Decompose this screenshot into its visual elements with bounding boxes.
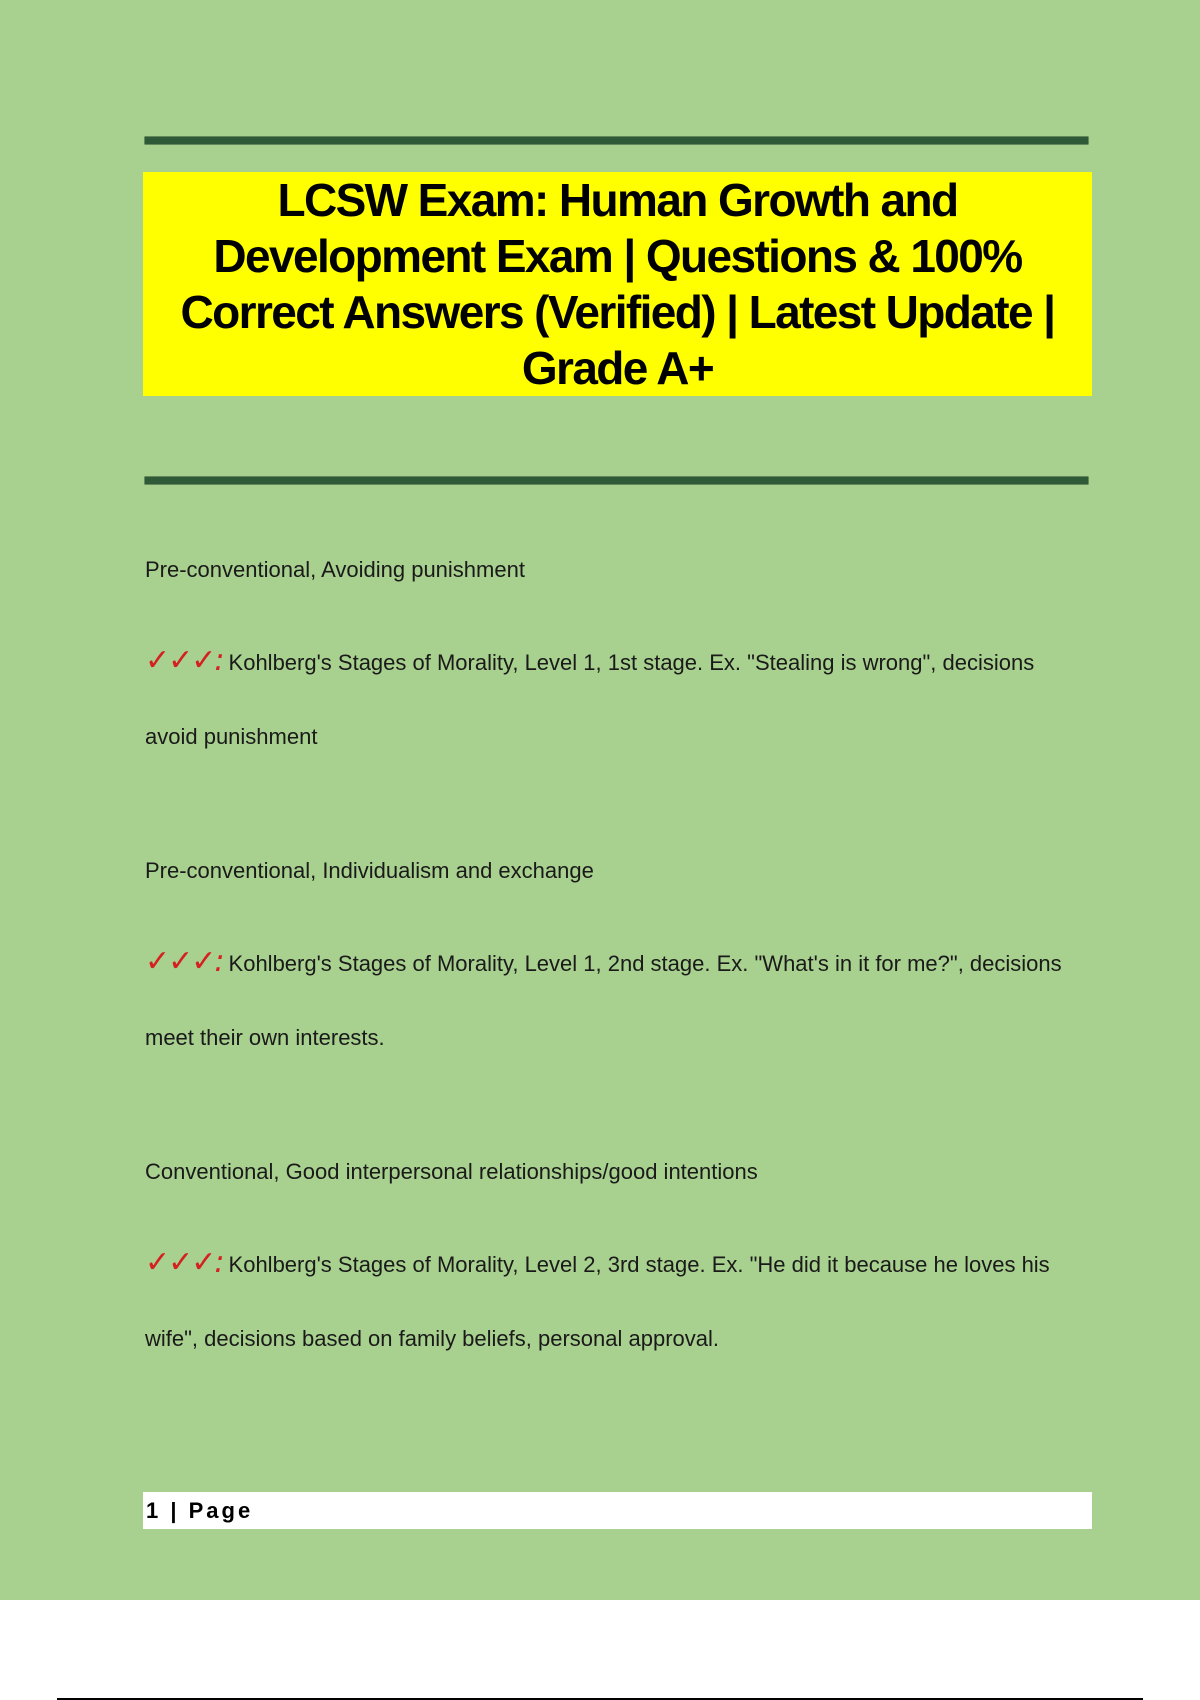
title-banner [143, 172, 1092, 396]
qa-item [145, 841, 1085, 1142]
qa-item [145, 540, 1085, 841]
question-text: Pre-conventional, Avoiding punishment [145, 557, 525, 582]
question-text: Pre-conventional, Individualism and exchange [145, 858, 594, 883]
checkmark-icon: ✓✓✓: [145, 1245, 223, 1280]
answer-body: Kohlberg's Stages of Morality, Level 2, 3rd stage. Ex. "He did it because he loves his wife", decisions based on family beliefs, personal approval. [145, 1252, 1050, 1351]
page-number: 1 | Page [146, 1497, 254, 1523]
qa-list [145, 540, 1085, 1443]
top-divider [145, 137, 1088, 144]
qa-item [145, 1142, 1085, 1443]
bottom-divider [145, 477, 1088, 484]
page-footer [143, 1492, 1092, 1529]
document-title: LCSW Exam: Human Growth and Development Exam | Questions & 100% Correct Answers (Verified) | Latest Update | Grade A+ [180, 174, 1055, 394]
checkmark-icon: ✓✓✓: [145, 944, 223, 979]
answer-text [145, 624, 1085, 774]
answer-body: Kohlberg's Stages of Morality, Level 1, 1st stage. Ex. "Stealing is wrong", decisions avoid punishment [145, 650, 1035, 749]
answer-body: Kohlberg's Stages of Morality, Level 1, 2nd stage. Ex. "What's in it for me?", decisions meet their own interests. [145, 951, 1062, 1050]
question-text: Conventional, Good interpersonal relationships/good intentions [145, 1159, 758, 1184]
answer-text [145, 1226, 1085, 1376]
answer-text [145, 925, 1085, 1075]
checkmark-icon: ✓✓✓: [145, 643, 223, 678]
